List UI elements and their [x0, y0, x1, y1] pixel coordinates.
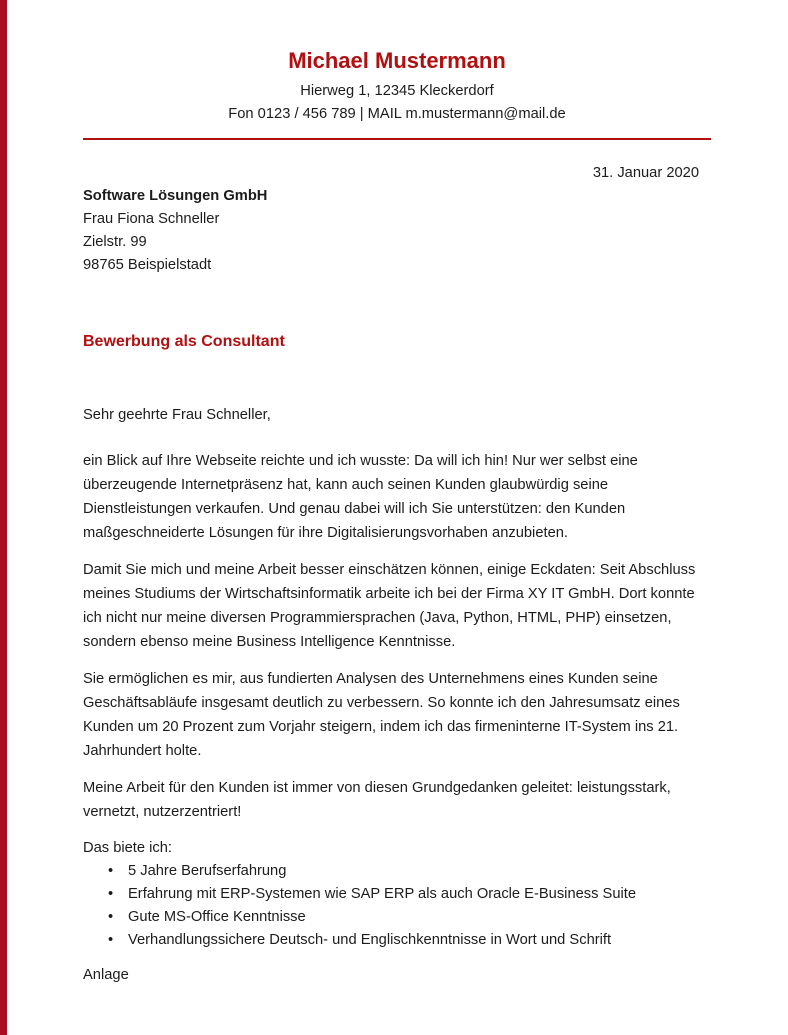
letter-body	[83, 449, 711, 824]
sender-contact: Fon 0123 / 456 789 | MAIL m.mustermann@mail.de	[228, 106, 566, 122]
date-row	[83, 162, 711, 185]
body-paragraph: Damit Sie mich und meine Arbeit besser einschätzen können, einige Eckdaten: Seit Abschluss meines Studiums der Wirtschaftsinformatik arbeite ich bei der Firma XY IT GmbH. Dort konnte ich nicht nur meine diversen Programmiersprachen (Java, Python, HTML, PHP) einsetzen, sondern ebenso meine Business Intelligence Kenntnisse.	[83, 562, 696, 650]
salutation: Sehr geehrte Frau Schneller,	[83, 407, 271, 423]
letter-content	[83, 0, 711, 987]
letter-date: 31. Januar 2020	[592, 165, 699, 181]
body-paragraph: ein Blick auf Ihre Webseite reichte und ich wusste: Da will ich hin! Nur wer selbst eine überzeugende Internetpräsenz hat, kann auch seinen Kunden glaubwürdig seine Dienstleistungen verkaufen. Und genau dabei will ich Sie unterstützen: den Kunden maßgeschneiderte Lösungen für ihre Digitalisierungsvorhaben anzubieten.	[83, 453, 638, 541]
offer-item	[83, 906, 711, 929]
recipient-contact-person: Frau Fiona Schneller	[83, 211, 220, 227]
offer-item-label: Erfahrung mit ERP-Systemen wie SAP ERP als auch Oracle E-Business Suite	[128, 886, 637, 902]
offer-item-label: Gute MS-Office Kenntnisse	[128, 909, 306, 925]
bullet-icon: •	[108, 932, 114, 948]
recipient-company: Software Lösungen GmbH	[83, 188, 268, 204]
offer-list	[83, 860, 711, 952]
body-paragraph: Sie ermöglichen es mir, aus fundierten Analysen des Unternehmens eines Kunden seine Geschäftsabläufe insgesamt deutlich zu verbessern. So konnte ich den Jahresumsatz eines Kunden um 20 Prozent zum Vorjahr steigern, indem ich das firmeninterne IT-System ins 21. Jahrhundert holte.	[83, 671, 680, 759]
sender-address: Hierweg 1, 12345 Kleckerdorf	[300, 83, 494, 99]
offer-item	[83, 860, 711, 883]
recipient-block	[83, 185, 711, 277]
recipient-city: 98765 Beispielstadt	[83, 257, 212, 273]
body-paragraph: Meine Arbeit für den Kunden ist immer von diesen Grundgedanken geleitet: leistungsstark, vernetzt, nutzerzentriert!	[83, 780, 671, 820]
recipient-street: Zielstr. 99	[83, 234, 147, 250]
sender-name: Michael Mustermann	[288, 48, 506, 73]
enclosure-note: Anlage	[83, 967, 129, 983]
offer-item-label: Verhandlungssichere Deutsch- und Englischkenntnisse in Wort und Schrift	[128, 932, 612, 948]
offer-item	[83, 883, 711, 906]
bullet-icon: •	[108, 909, 114, 925]
offer-intro: Das biete ich:	[83, 840, 172, 856]
bullet-icon: •	[108, 886, 114, 902]
letterhead	[83, 0, 711, 126]
header-divider	[83, 138, 711, 140]
offer-item	[83, 929, 711, 952]
subject-line: Bewerbung als Consultant	[83, 333, 285, 350]
bullet-icon: •	[108, 863, 114, 879]
offer-item-label: 5 Jahre Berufserfahrung	[128, 863, 287, 879]
left-accent-bar	[0, 0, 7, 1035]
